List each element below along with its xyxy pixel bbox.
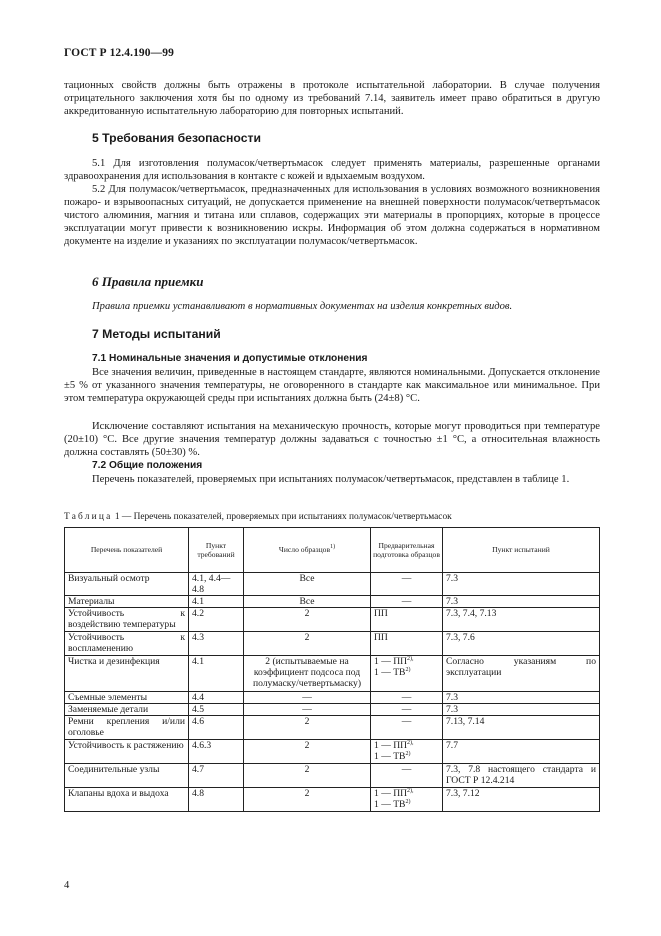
table-header-row xyxy=(65,528,600,573)
footnote-marker: 2), xyxy=(407,788,414,794)
cell-test-clause: 7.3 xyxy=(443,573,600,596)
cell-indicator: Материалы xyxy=(65,596,189,608)
cell-requirement: 4.7 xyxy=(189,764,244,788)
cell-indicator: Съемные элементы xyxy=(65,692,189,704)
cell-requirement: 4.1 xyxy=(189,656,244,692)
cell-sample-count: 2 xyxy=(244,740,371,764)
cell-requirement: 4.6 xyxy=(189,716,244,740)
table-row xyxy=(65,788,600,812)
section-5-1-paragraph: 5.1 Для изготовления полумасок/четвертьмасок следует применять материалы, разрешенные органами здравоохранения для использования в контакте с кожей и вдыхаемым воздухом. xyxy=(64,158,600,182)
cell-test-clause: 7.13, 7.14 xyxy=(443,716,600,740)
cell-requirement: 4.8 xyxy=(189,788,244,812)
page-number: 4 xyxy=(64,880,70,891)
section-7-1-paragraph-2: Исключение составляют испытания на механическую прочность, которые могут проводиться при температуре (20±10) °С. Все другие значения температур должны задаваться с точностью ±1 °С, а относительная влажность должна составлять (50±30) %. xyxy=(64,421,600,458)
cell-sample-count: 2 xyxy=(244,764,371,788)
header-indicators: Перечень показателей xyxy=(65,528,189,573)
cell-preparation xyxy=(371,656,443,692)
cell-requirement: 4.1, 4.4—4.8 xyxy=(189,573,244,596)
cell-indicator: Визуальный осмотр xyxy=(65,573,189,596)
cell-sample-count: 2 xyxy=(244,608,371,632)
footnote-marker: 2) xyxy=(405,667,411,673)
cell-indicator: Устойчивость к воспламенению xyxy=(65,632,189,656)
table-row xyxy=(65,608,600,632)
section-7-2-paragraph: Перечень показателей, проверяемых при испытаниях полумасок/четвертьмасок, представлен в таблице 1. xyxy=(92,474,570,485)
table-row xyxy=(65,632,600,656)
cell-preparation: — xyxy=(371,692,443,704)
section-7-title: 7 Методы испытаний xyxy=(92,327,221,341)
preparation-line: 1 — ТВ xyxy=(374,667,406,678)
cell-sample-count: 2 xyxy=(244,632,371,656)
cell-test-clause: 7.3 xyxy=(443,704,600,716)
cell-preparation: — xyxy=(371,716,443,740)
header-sample-count xyxy=(244,528,371,573)
cell-indicator: Соединительные узлы xyxy=(65,764,189,788)
table-caption-text: 1 — Перечень показателей, проверяемых при испытаниях полумасок/четвертьмасок xyxy=(114,512,452,522)
cell-sample-count: 2 xyxy=(244,788,371,812)
cell-requirement: 4.1 xyxy=(189,596,244,608)
cell-requirement: 4.3 xyxy=(189,632,244,656)
preparation-line: 1 — ПП xyxy=(374,740,408,751)
footnote-marker: 2), xyxy=(407,740,414,746)
cell-preparation xyxy=(371,788,443,812)
table-caption-prefix: Таблица xyxy=(64,512,113,522)
cell-test-clause: 7.3 xyxy=(443,596,600,608)
table-row xyxy=(65,704,600,716)
section-7-1-title: 7.1 Номинальные значения и допустимые отклонения xyxy=(92,353,368,364)
section-6-title: 6 Правила приемки xyxy=(92,274,204,289)
cell-indicator: Ремни крепления и/или оголовье xyxy=(65,716,189,740)
table-row xyxy=(65,656,600,692)
section-5-title: 5 Требования безопасности xyxy=(92,131,261,145)
section-5-2-paragraph: 5.2 Для полумасок/четвертьмасок, предназначенных для использования в условиях возможного возникновения пожаро- и взрывоопасных ситуаций, не допускается применение на внешней поверхности полумасок/четвертьмасок чистого алюминия, магния и титана или сплавов, содержащих эти материалы в пропорциях, которые в процессе эксплуатации могут привести к возникновению искры. Информация об этом должна содержаться в нормативном документе на изделие и указаниях по эксплуатации полумасок/четвертьмасок. xyxy=(64,184,600,247)
cell-indicator: Устойчивость к воздействию температуры xyxy=(65,608,189,632)
table-row xyxy=(65,740,600,764)
cell-sample-count: — xyxy=(244,704,371,716)
footnote-marker: 1) xyxy=(330,544,336,551)
header-requirement-clause: Пункт требований xyxy=(189,528,244,573)
cell-test-clause: 7.7 xyxy=(443,740,600,764)
footnote-marker: 2), xyxy=(407,656,414,662)
cell-sample-count: 2 (испытываемые на коэффициент подсоса под полумаску/четвертьмаску) xyxy=(244,656,371,692)
cell-preparation xyxy=(371,740,443,764)
cell-requirement: 4.4 xyxy=(189,692,244,704)
header-sample-count-text: Число образцов xyxy=(278,545,331,555)
cell-test-clause: Согласно указаниям по эксплуатации xyxy=(443,656,600,692)
cell-sample-count: — xyxy=(244,692,371,704)
header-preparation: Предварительная подготовка образцов xyxy=(371,528,443,573)
table-row xyxy=(65,692,600,704)
cell-requirement: 4.6.3 xyxy=(189,740,244,764)
cell-preparation: ПП xyxy=(371,632,443,656)
preparation-line: 1 — ПП xyxy=(374,656,408,667)
cell-sample-count: Все xyxy=(244,573,371,596)
table-row xyxy=(65,764,600,788)
footnote-marker: 2) xyxy=(405,751,411,757)
indicators-table xyxy=(64,527,600,812)
cell-test-clause: 7.3, 7.4, 7.13 xyxy=(443,608,600,632)
cell-sample-count: Все xyxy=(244,596,371,608)
cell-indicator: Чистка и дезинфекция xyxy=(65,656,189,692)
table-row xyxy=(65,596,600,608)
page-header: ГОСТ Р 12.4.190—99 xyxy=(64,47,174,59)
section-7-2-title: 7.2 Общие положения xyxy=(92,460,203,471)
cell-test-clause: 7.3, 7.12 xyxy=(443,788,600,812)
table-row xyxy=(65,716,600,740)
cell-requirement: 4.5 xyxy=(189,704,244,716)
footnote-marker: 2) xyxy=(405,799,411,805)
preparation-line: 1 — ПП xyxy=(374,788,408,799)
cell-requirement: 4.2 xyxy=(189,608,244,632)
cell-preparation: ПП xyxy=(371,608,443,632)
cell-preparation: — xyxy=(371,764,443,788)
intro-paragraph: тационных свойств должны быть отражены в протоколе испытательной лаборатории. В случае получения отрицательного заключения хотя бы по одному из требований 7.14, заявитель имеет право обратиться в другую аккредитованную испытательную лабораторию для повторных испытаний. xyxy=(64,80,600,117)
preparation-line: 1 — ТВ xyxy=(374,751,406,762)
cell-indicator: Устойчивость к растяжению xyxy=(65,740,189,764)
section-7-1-paragraph-1: Все значения величин, приведенные в настоящем стандарте, являются номинальными. Допускается отклонение ±5 % от указанного значения температуры, не оговоренного в стандарте как максимальное или минимальное. При этом температура окружающей среды при испытаниях должна быть (24±8) °С. xyxy=(64,367,600,404)
header-test-clause: Пункт испытаний xyxy=(443,528,600,573)
section-6-paragraph: Правила приемки устанавливают в нормативных документах на изделия конкретных видов. xyxy=(92,301,513,312)
cell-indicator: Заменяемые детали xyxy=(65,704,189,716)
table-body xyxy=(65,573,600,812)
table-row xyxy=(65,573,600,596)
cell-indicator: Клапаны вдоха и выдоха xyxy=(65,788,189,812)
cell-test-clause: 7.3, 7.8 настоящего стандарта и ГОСТ Р 12.4.214 xyxy=(443,764,600,788)
cell-preparation: — xyxy=(371,704,443,716)
cell-preparation: — xyxy=(371,596,443,608)
cell-preparation: — xyxy=(371,573,443,596)
cell-test-clause: 7.3, 7.6 xyxy=(443,632,600,656)
table-caption xyxy=(64,512,452,522)
cell-sample-count: 2 xyxy=(244,716,371,740)
preparation-line: 1 — ТВ xyxy=(374,799,406,810)
cell-test-clause: 7.3 xyxy=(443,692,600,704)
